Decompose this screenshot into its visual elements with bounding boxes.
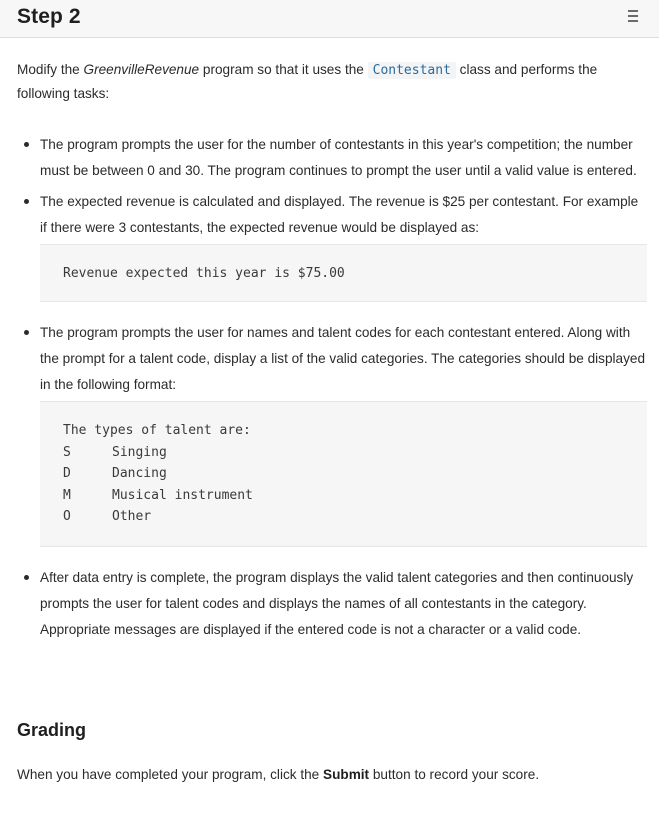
program-name: GreenvilleRevenue [83, 62, 200, 77]
task-item: After data entry is complete, the program displays the valid talent categories and then continuously prompts the user for talent codes and displays the names of all contestants in the category. Appropriate messages are displayed if the entered code is not a character or a valid code. [17, 565, 647, 643]
category-row: O Other [63, 509, 152, 525]
revenue-code-block: Revenue expected this year is $75.00 [40, 244, 647, 302]
task-item: The program prompts the user for names and talent codes for each contestant entered. Along with the prompt for a talent code, display a list of the valid categories. The categories should be displayed in the following format: The types of talent are: S Singing D Dancing M Musical instrument O Other [17, 320, 647, 547]
instructions-content [17, 58, 647, 643]
category-row: M Musical instrument [63, 487, 253, 503]
grading-heading: Grading [17, 720, 87, 740]
class-name-code: Contestant [368, 62, 456, 79]
task-item: The program prompts the user for the number of contestants in this year's competition; the number must be between 0 and 30. The program continues to prompt the user until a valid value is entered. [17, 132, 647, 184]
submit-reference: Submit [323, 767, 370, 782]
step-title: Step 2 [17, 5, 81, 28]
task-list [17, 132, 647, 643]
task-item: The expected revenue is calculated and displayed. The revenue is $25 per contestant. For example if there were 3 contestants, the expected revenue would be displayed as: Revenue expected this year is $75.00 [17, 189, 647, 302]
grading-paragraph: When you have completed your program, click the Submit button to record your score. [17, 767, 540, 782]
intro-paragraph: Modify the GreenvilleRevenue program so that it uses the Contestant class and performs the following tasks: [17, 62, 598, 101]
category-row: D Dancing [63, 466, 167, 482]
hamburger-menu-icon[interactable] [628, 10, 638, 22]
step-header [0, 0, 659, 38]
category-row: S Singing [63, 444, 167, 460]
code-header: The types of talent are: [63, 423, 251, 438]
categories-code-block [40, 401, 647, 547]
